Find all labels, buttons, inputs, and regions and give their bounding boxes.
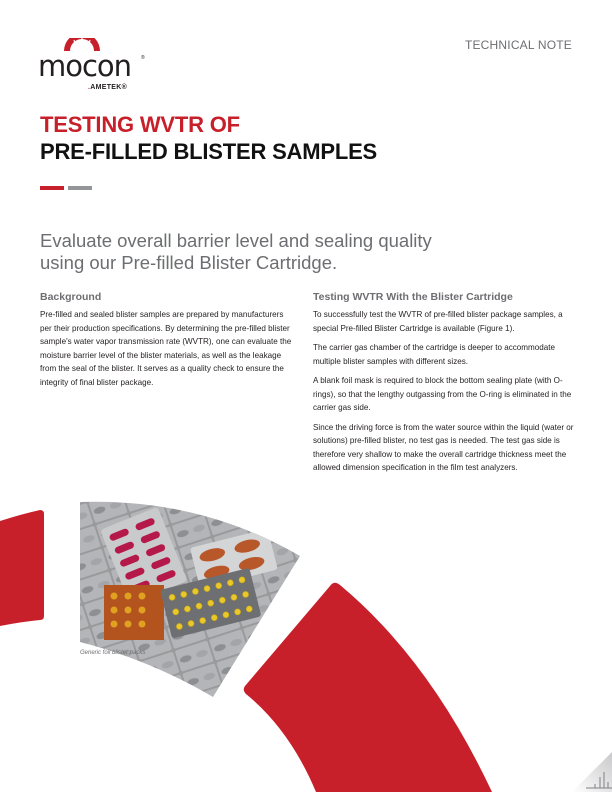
mocon-logo (38, 38, 148, 94)
background-section (40, 290, 292, 395)
document-type-label: TECHNICAL NOTE (464, 38, 572, 52)
testing-paragraph: The carrier gas chamber of the cartridge is deeper to accommodate multiple blister samples with different sizes. (313, 343, 556, 366)
title-line-2: PRE-FILLED BLISTER SAMPLES (40, 139, 378, 164)
title-rule-gray (68, 186, 92, 190)
testing-paragraph: Since the driving force is from the water source within the liquid (water or solutions) pre-filled blister, no test gas is needed. The test gas side is therefore very shallow to make the overall cartridge thickness meet the allowed dimension specification in the film test analyzers. (313, 422, 574, 472)
ring-segment-left (0, 510, 44, 626)
testing-section (313, 290, 585, 481)
figure-caption: Generic foil blister packs (80, 650, 146, 656)
lead-paragraph: Evaluate overall barrier level and sealing quality using our Pre-filled Blister Cartridge. (40, 230, 432, 273)
logo-registered-mark: ® (141, 55, 145, 61)
logo-parent-brand: .AMETEK® (88, 84, 128, 91)
testing-paragraph: A blank foil mask is required to block the bottom sealing plate (with O-rings), so that the lengthy outgassing from the O-ring is eliminated in the carrier gas side. (313, 376, 572, 412)
background-heading: Background (40, 291, 102, 303)
title-line-1: TESTING WVTR OF (40, 112, 240, 137)
ring-segment-right (244, 583, 492, 792)
testing-paragraph: To successfully test the WVTR of pre-filled blister package samples, a special Pre-filled Blister Cartridge is available (Figure 1). (313, 310, 563, 333)
logo-wordmark: mocon (38, 49, 132, 83)
page-corner-chart-icon (568, 748, 612, 792)
testing-heading: Testing WVTR With the Blister Cartridge (313, 291, 513, 303)
background-paragraph: Pre-filled and sealed blister samples are prepared by manufacturers per their production specifications. By determining the pre-filled blister sample's water vapor transmission rate (WVTR), one can evaluate the moisture barrier level of the blister materials, as well as the leakage from the seal of the blister. It serves as a quality check to ensure the integrity of final blister package. (40, 310, 292, 387)
title-rule-red (40, 186, 64, 190)
